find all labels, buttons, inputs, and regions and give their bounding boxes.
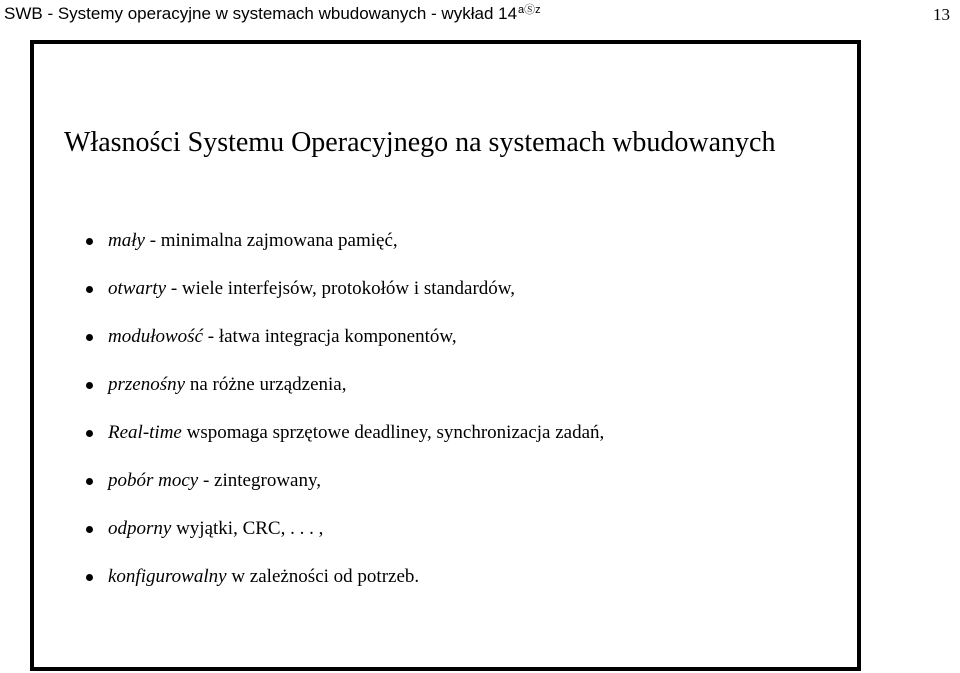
bullet-text: - zintegrowany, — [198, 470, 321, 491]
bullet-text: na różne urządzenia, — [185, 374, 347, 395]
bullet-dot-icon — [86, 430, 93, 437]
bullet-text: w zależności od potrzeb. — [226, 566, 420, 587]
bullet-text: - minimalna zajmowana pamięć, — [144, 230, 398, 251]
bullet-text: - łatwa integracja komponentów, — [203, 326, 457, 347]
bullet-text: - wiele interfejsów, protokołów i standardów, — [166, 278, 516, 299]
slide-title: Własności Systemu Operacyjnego na systemach wbudowanych — [64, 127, 776, 158]
bullet-dot-icon — [86, 526, 93, 533]
bullet-item — [86, 470, 604, 518]
bullet-term: otwarty — [108, 278, 167, 299]
bullet-term: mały — [108, 230, 145, 251]
bullet-term: pobór mocy — [108, 470, 199, 491]
bullet-item — [86, 422, 604, 470]
bullet-dot-icon — [86, 478, 93, 485]
bullet-term: Real-time — [108, 422, 182, 443]
bullet-item — [86, 278, 604, 326]
bullet-dot-icon — [86, 382, 93, 389]
bullet-dot-icon — [86, 574, 93, 581]
bullet-term: przenośny — [108, 374, 186, 395]
bullet-term: modułowość — [108, 326, 203, 347]
bullet-item — [86, 518, 604, 566]
bullet-dot-icon — [86, 238, 93, 245]
lecture-title: SWB - Systemy operacyjne w systemach wbudowanych - wykład 14 — [4, 4, 518, 23]
bullet-dot-icon — [86, 286, 93, 293]
author-mark: aⓈz — [518, 4, 541, 16]
bullet-item — [86, 230, 604, 278]
header-title — [4, 4, 541, 26]
bullet-list — [86, 230, 604, 614]
bullet-text: wyjątki, CRC, . . . , — [171, 518, 324, 539]
bullet-term: konfigurowalny — [108, 566, 227, 587]
bullet-item — [86, 326, 604, 374]
bullet-text: wspomaga sprzętowe deadliney, synchronizacja zadań, — [181, 422, 605, 443]
slide-frame — [30, 40, 861, 671]
bullet-item — [86, 374, 604, 422]
bullet-item — [86, 566, 604, 614]
page-number: 13 — [933, 5, 950, 24]
bullet-dot-icon — [86, 334, 93, 341]
bullet-term: odporny — [108, 518, 172, 539]
